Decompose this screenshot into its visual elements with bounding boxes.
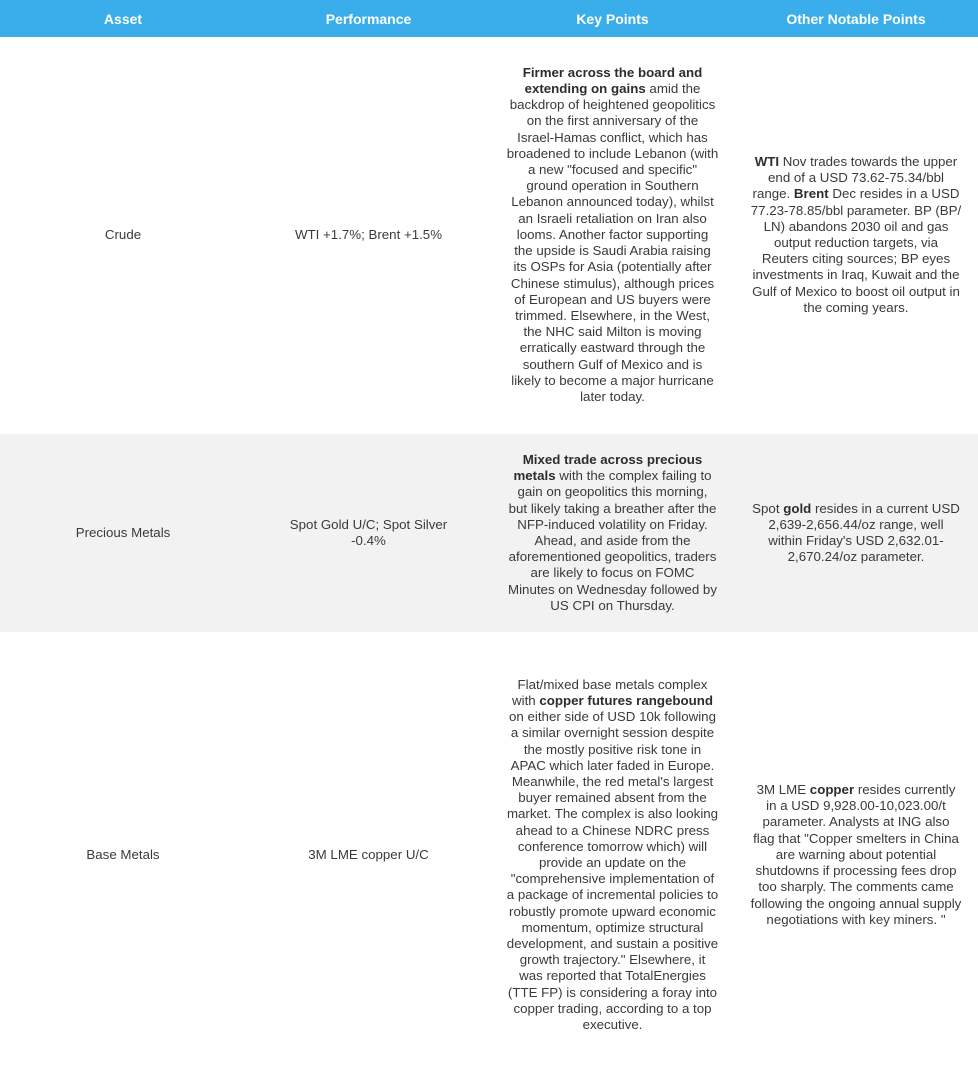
header-other-notable-points: Other Notable Points <box>734 0 978 37</box>
key-points-body: amid the backdrop of heightened geopolitics on the first anniversary of the Israel-Hamas conflict, which has broadened to include Lebanon (with a new "focused and specific" ground operation in Southern Lebanon announced today), whilst an Israeli retaliation on Iran also looms. Another factor supporting the upside is Saudi Arabia raising its OSPs for Asia (potentially after Chinese stimulus), although prices of European and US buyers were trimmed. Elsewhere, in the West, the NHC said Milton is moving erratically eastward through the southern Gulf of Mexico and is likely to become a major hurricane later today. <box>506 81 719 404</box>
asset-cell: Base Metals <box>0 633 246 1078</box>
other-points-cell <box>734 633 978 1078</box>
header-key-points: Key Points <box>491 0 734 37</box>
key-points-cell <box>491 633 734 1078</box>
key-points-cell <box>491 434 734 633</box>
performance-cell: Spot Gold U/C; Spot Silver -0.4% <box>246 434 491 633</box>
other-points-body: resides currently in a USD 9,928.00-10,023.00/t parameter. Analysts at ING also flag that "Copper smelters in China are warning about potential shutdowns if processing fees drop too sharply. The comments came following the ongoing annual supply negotiations with key miners. " <box>750 782 962 927</box>
other-points-body: resides in a current USD 2,639-2,656.44/oz range, well within Friday's USD 2,632.01-2,670.24/oz parameter. <box>768 500 960 565</box>
key-points-text <box>507 452 719 614</box>
other-points-cell <box>734 434 978 633</box>
table-row-precious-metals <box>0 434 978 633</box>
asset-cell: Crude <box>0 37 246 434</box>
other-points-body: Dec resides in a USD 77.23-78.85/bbl parameter. BP (BP/ LN) abandons 2030 oil and gas output reduction targets, via Reuters citing sources; BP eyes investments in Iraq, Kuwait and the Gulf of Mexico to boost oil output in the coming years. <box>750 186 962 315</box>
header-row <box>0 0 978 37</box>
other-points-text <box>750 782 962 928</box>
key-points-body: with the complex failing to gain on geopolitics this morning, but likely taking a breather after the NFP-induced volatility on Friday. Ahead, and aside from the aforementioned geopolitics, traders are likely to focus on FOMC Minutes on Wednesday followed by US CPI on Thursday. <box>508 468 717 613</box>
header-performance: Performance <box>246 0 491 37</box>
performance-cell: 3M LME copper U/C <box>246 633 491 1078</box>
other-points-text <box>750 501 962 566</box>
key-points-lead: Flat/mixed base metals complex with <box>512 676 708 708</box>
table-row-base-metals <box>0 633 978 1078</box>
key-points-body: on either side of USD 10k following a similar overnight session despite the mostly positive risk tone in APAC which later faded in Europe. Meanwhile, the red metal's largest buyer remained absent from the market. The complex is also looking ahead to a Chinese NDRC press conference tomorrow which) will provide an update on the "comprehensive implementation of a package of incremental policies to robustly promote upward economic momentum, optimize structural development, and sustain a positive growth trajectory." Elsewhere, it was reported that TotalEnergies (TTE FP) is considering a foray into copper trading, according to a top executive. <box>506 709 719 1033</box>
other-points-highlight-gold: gold <box>783 500 812 516</box>
asset-cell: Precious Metals <box>0 434 246 633</box>
key-points-highlight: copper futures rangebound <box>539 692 713 708</box>
key-points-highlight: Mixed trade across precious metals <box>513 451 703 484</box>
key-points-text <box>507 677 719 1033</box>
other-points-highlight-copper: copper <box>809 782 855 798</box>
table-row-crude <box>0 37 978 434</box>
other-points-highlight-brent: Brent <box>793 186 829 202</box>
other-points-cell <box>734 37 978 434</box>
other-points-text <box>750 154 962 316</box>
header-asset: Asset <box>0 0 246 37</box>
performance-cell: WTI +1.7%; Brent +1.5% <box>246 37 491 434</box>
other-points-highlight-wti: WTI <box>754 153 780 169</box>
other-points-body: Nov trades towards the upper end of a USD 73.62-75.34/bbl range. <box>752 153 958 202</box>
other-points-body: 3M LME <box>756 782 810 798</box>
key-points-cell <box>491 37 734 434</box>
other-points-body: Spot <box>752 500 784 516</box>
key-points-highlight: Firmer across the board and extending on gains <box>522 64 703 97</box>
key-points-text <box>507 65 719 405</box>
